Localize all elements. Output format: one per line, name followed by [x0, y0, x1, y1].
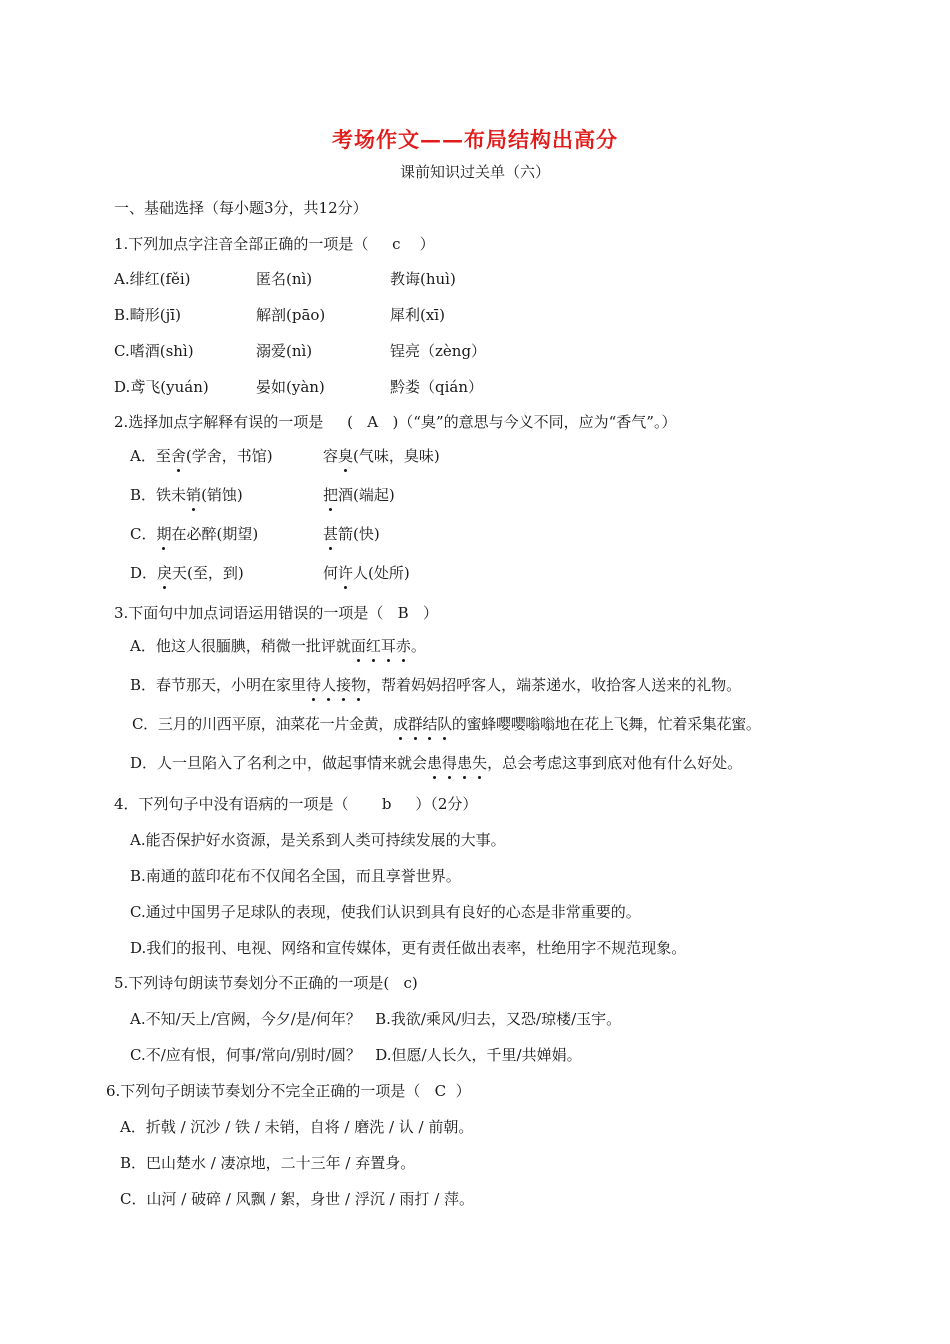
document-subtitle: 课前知识过关单（六） — [399, 163, 550, 181]
q3-d-dot-1: 得 — [442, 754, 458, 772]
q2-a-col1 — [130, 446, 273, 466]
q1-b-col3: 犀利(xī) — [390, 306, 445, 324]
q2-d-col1 — [130, 563, 244, 583]
q3-b-text-after: ，帮着妈妈招呼客人，端茶递水，收拾客人送来的礼物。 — [366, 676, 742, 694]
q2-d2-dotted-char: 许 — [338, 564, 354, 582]
q2-a2-text: 容 — [323, 447, 339, 465]
q3-option-a — [130, 636, 426, 656]
q3-b-text-before: B．春节那天，小明在家里 — [130, 676, 307, 694]
q2-d-label: D． — [130, 564, 158, 582]
q1-stem: 1.下列加点字注音全部正确的一项是（ c ） — [114, 235, 435, 253]
q2-a-col2 — [323, 446, 440, 466]
q3-a-text-before: A．他这人很腼腆，稍微一批评就 — [130, 637, 351, 655]
q3-stem: 3.下面句中加点词语运用错误的一项是（ B ） — [114, 604, 438, 622]
q6-option-b: B．巴山楚水 / 凄凉地，二十三年 / 弃置身。 — [120, 1154, 416, 1172]
q3-b-dot-2: 接 — [336, 676, 352, 694]
section-heading: 一、基础选择（每小题3分，共12分） — [114, 199, 368, 217]
q2-c-dotted-char: 期 — [156, 525, 172, 543]
q1-a-col3: 教诲(huì) — [390, 270, 456, 288]
q2-b-dotted-char: 销 — [186, 486, 202, 504]
q3-c-dot-2: 结 — [422, 715, 438, 733]
q2-d-dotted-char: 戾 — [157, 564, 173, 582]
q2-a-gloss: (学舍，书馆) — [185, 447, 273, 465]
q2-d2-gloss: 人(处所) — [353, 564, 410, 582]
q1-b-col1: B.畸形(jī) — [114, 306, 181, 324]
q1-c-col2: 溺爱(nì) — [256, 342, 313, 360]
q2-a2-dotted-char: 臭 — [338, 447, 354, 465]
q1-d-col3: 黔娄（qián） — [390, 378, 484, 396]
q2-b-label: B． — [130, 486, 157, 504]
q2-stem: 2.选择加点字解释有误的一项是 ( A )（“臭”的意思与今义不同，应为“香气”。） — [114, 413, 677, 431]
q3-b-dot-1: 人 — [321, 676, 337, 694]
q3-c-text-after: 的蜜蜂嘤嘤嗡嗡地在花上飞舞，忙着采集花蜜。 — [451, 715, 761, 733]
q3-option-d — [130, 753, 742, 773]
q2-a-dotted-char: 舍 — [170, 447, 186, 465]
q2-b2-dotted-char: 把 — [323, 486, 339, 504]
q6-option-c: C．山河 / 破碎 / 风飘 / 絮，身世 / 浮沉 / 雨打 / 萍。 — [120, 1190, 475, 1208]
q6-stem: 6.下列句子朗读节奏划分不完全正确的一项是（ C ） — [106, 1082, 471, 1100]
q5-options-row-1: A.不知/天上/宫阙，今夕/是/何年？ B.我欲/乘风/归去，又恐/琼楼/玉宇。 — [130, 1010, 622, 1028]
q3-a-dot-1: 红 — [365, 637, 381, 655]
q3-c-dot-3: 队 — [437, 715, 452, 733]
q2-c2-dotted-char: 甚 — [323, 525, 339, 543]
q2-c2-gloss: 箭(快) — [338, 525, 380, 543]
q2-a2-gloss: (气味，臭味) — [353, 447, 440, 465]
q2-b-text: 铁未 — [156, 486, 187, 504]
q3-b-dot-0: 待 — [306, 676, 322, 694]
q3-c-dot-1: 群 — [407, 715, 423, 733]
q3-a-dot-2: 耳 — [380, 637, 396, 655]
q1-c-col3: 锃亮（zèng） — [390, 342, 487, 360]
q1-d-col1: D.鸢飞(yuán) — [114, 378, 209, 396]
q2-b-gloss: (销蚀) — [201, 486, 243, 504]
q2-b-col1 — [130, 485, 243, 505]
q4-option-a: A.能否保护好水资源，是关系到人类可持续发展的大事。 — [130, 831, 506, 849]
q3-d-dot-0: 患 — [427, 754, 443, 772]
q4-option-b: B.南通的蓝印花布不仅闻名全国，而且享誉世界。 — [130, 867, 461, 885]
q2-c-col2 — [323, 524, 380, 544]
q3-c-dot-0: 成 — [393, 715, 408, 733]
q3-b-dot-3: 物 — [351, 676, 367, 694]
q3-option-b — [130, 675, 741, 695]
q4-stem: 4．下列句子中没有语病的一项是（ b ）（2分） — [114, 795, 478, 813]
q3-d-dot-2: 患 — [457, 754, 473, 772]
q2-c-gloss: 在必醉(期望) — [171, 525, 259, 543]
q4-option-d: D.我们的报刊、电视、网络和宣传媒体，更有责任做出表率，杜绝用字不规范现象。 — [130, 939, 687, 957]
q2-a-text: 至 — [155, 447, 171, 465]
q6-option-a: A．折戟 / 沉沙 / 铁 / 未销，自将 / 磨洗 / 认 / 前朝。 — [120, 1118, 474, 1136]
q5-stem: 5.下列诗句朗读节奏划分不正确的一项是( c) — [114, 974, 418, 992]
q1-a-col2: 匿名(nì) — [256, 270, 313, 288]
q2-a-label: A． — [130, 447, 156, 465]
q2-d-gloss: 天(至，到) — [172, 564, 244, 582]
q2-b2-gloss: 酒(端起) — [338, 486, 395, 504]
q3-d-text-after: ，总会考虑这事到底对他有什么好处。 — [487, 754, 743, 772]
q1-d-col2: 晏如(yàn) — [256, 378, 325, 396]
q3-a-dot-0: 面 — [350, 637, 366, 655]
q2-d-col2 — [323, 563, 410, 583]
q3-c-text-before: C．三月的川西平原，油菜花一片金黄， — [132, 715, 394, 733]
q3-d-text-before: D．人一旦陷入了名利之中，做起事情来就会 — [130, 754, 428, 772]
q3-d-dot-3: 失 — [472, 754, 488, 772]
document-title: 考场作文——布局结构出高分 — [332, 127, 618, 152]
q4-option-c: C.通过中国男子足球队的表现，使我们认识到具有良好的心态是非常重要的。 — [130, 903, 641, 921]
q1-b-col2: 解剖(pāo) — [256, 306, 326, 324]
q3-a-dot-3: 赤 — [395, 637, 411, 655]
q2-c-col1 — [130, 524, 258, 544]
q1-a-col1: A.绯红(fěi) — [114, 270, 191, 288]
q2-d2-text: 何 — [323, 564, 339, 582]
q1-c-col1: C.嗜酒(shì) — [114, 342, 194, 360]
q3-option-c — [132, 714, 761, 734]
q2-c-label: C． — [130, 525, 157, 543]
q2-b-col2 — [323, 485, 395, 505]
q3-a-text-after: 。 — [410, 637, 426, 655]
q5-options-row-2: C.不/应有恨，何事/常向/别时/圆？ D.但愿/人长久，千里/共婵娟。 — [130, 1046, 582, 1064]
